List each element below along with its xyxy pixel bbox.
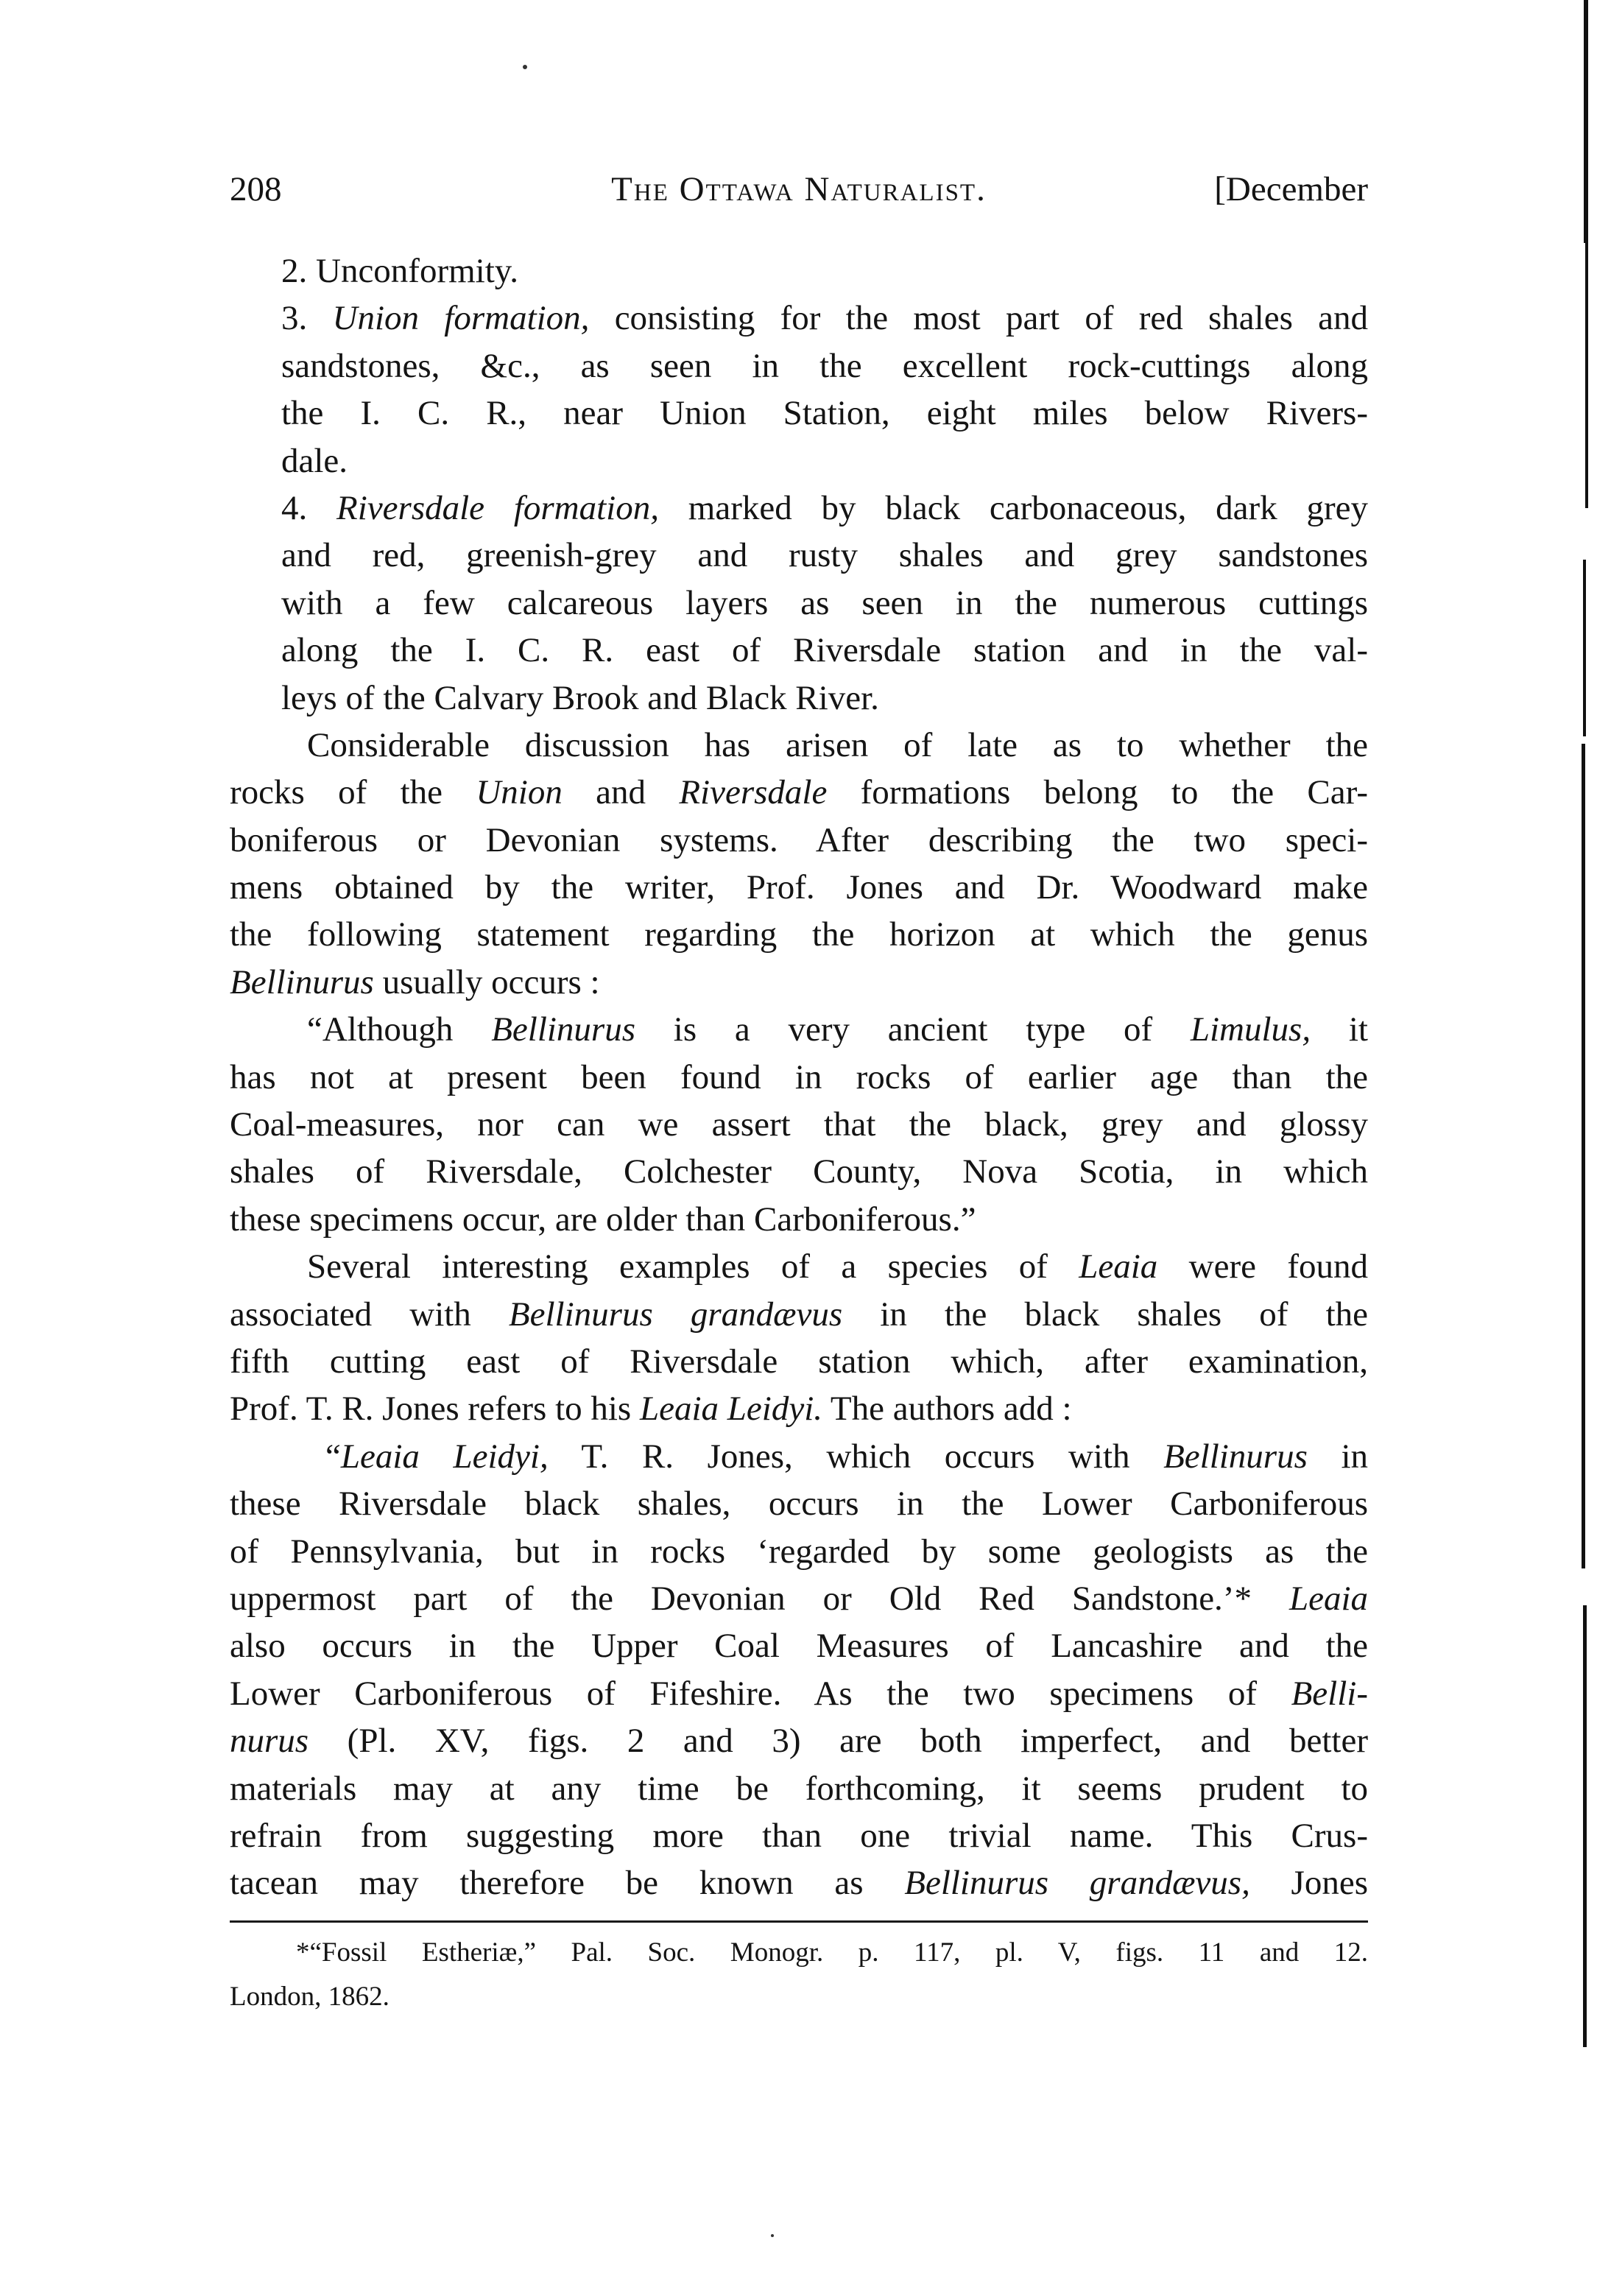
text-line: 3. Union formation, consisting for the most part of red shales and (281, 299, 1368, 338)
text-line: Considerable discussion has arisen of late as to whether the (307, 725, 1368, 764)
text-line: Coal-measures, nor can we assert that the black, grey and glossy (230, 1105, 1368, 1144)
text-line: Bellinurus usually occurs : (230, 962, 600, 1001)
text-line: 4. Riversdale formation, marked by black carbonaceous, dark grey (281, 488, 1368, 527)
text-line: and red, greenish-grey and rusty shales and grey sandstones (281, 536, 1368, 575)
text-line: of Pennsylvania, but in rocks ‘regarded by some geologists as the (230, 1532, 1368, 1571)
text-line: uppermost part of the Devonian or Old Red Sandstone.’* Leaia (230, 1579, 1368, 1618)
text-line: nurus (Pl. XV, figs. 2 and 3) are both imperfect, and better (230, 1722, 1368, 1761)
page-edge-shadow (1583, 1605, 1587, 2047)
text-line: Lower Carboniferous of Fifeshire. As the two specimens of Belli- (230, 1674, 1368, 1713)
footnote-line: *“Fossil Estheriæ,” Pal. Soc. Monogr. p. 117, pl. V, figs. 11 and 12. (296, 1937, 1368, 1968)
text-line: along the I. C. R. east of Riversdale station and in the val- (281, 631, 1368, 670)
text-line: rocks of the Union and Riversdale formations belong to the Car- (230, 773, 1368, 812)
text-line: “Although Bellinurus is a very ancient type of Limulus, it (307, 1010, 1368, 1049)
text-line: with a few calcareous layers as seen in the numerous cuttings (281, 583, 1368, 622)
scan-speck (771, 2234, 774, 2237)
text-line: mens obtained by the writer, Prof. Jones and Dr. Woodward make (230, 868, 1368, 907)
footnote (230, 1931, 1368, 2019)
footnote-rule (230, 1920, 1368, 1923)
text-line: the I. C. R., near Union Station, eight miles below Rivers- (281, 394, 1368, 433)
text-line: shales of Riversdale, Colchester County, Nova Scotia, in which (230, 1152, 1368, 1191)
text-line: has not at present been found in rocks of earlier age than the (230, 1057, 1368, 1096)
text-line: Several interesting examples of a species of Leaia were found (307, 1247, 1368, 1286)
text-line: also occurs in the Upper Coal Measures of Lancashire and the (230, 1627, 1368, 1666)
text-line: associated with Bellinurus grandævus in the black shales of the (230, 1295, 1368, 1334)
text-line: 2. Unconformity. (281, 252, 518, 290)
text-line: sandstones, &c., as seen in the excellent rock-cuttings along (281, 346, 1368, 385)
page-edge-shadow (1583, 560, 1586, 736)
page-edge-shadow (1584, 0, 1588, 243)
text-line: tacean may therefore be known as Bellinurus grandævus, Jones (230, 1864, 1368, 1903)
issue-month: [December (1214, 170, 1368, 208)
page-edge-shadow (1582, 744, 1585, 1568)
text-line: Prof. T. R. Jones refers to his Leaia Leidyi. The authors add : (230, 1390, 1072, 1429)
text-line: leys of the Calvary Brook and Black River. (281, 678, 879, 717)
text-line: the following statement regarding the horizon at which the genus (230, 915, 1368, 954)
text-line: these specimens occur, are older than Carboniferous.” (230, 1200, 976, 1239)
text-line: these Riversdale black shales, occurs in the Lower Carboniferous (230, 1485, 1368, 1524)
body-text (230, 247, 1368, 1907)
footnote-line: London, 1862. (230, 1982, 389, 2012)
text-line: “Leaia Leidyi, T. R. Jones, which occurs with Bellinurus in (325, 1437, 1368, 1476)
running-header (230, 163, 1368, 215)
text-line: fifth cutting east of Riversdale station which, after examination, (230, 1342, 1368, 1381)
text-line: dale. (281, 441, 348, 480)
page-number: 208 (230, 170, 282, 208)
text-line: refrain from suggesting more than one trivial name. This Crus- (230, 1816, 1368, 1855)
journal-title: The Ottawa Naturalist. (611, 170, 987, 208)
text-line: materials may at any time be forthcoming, it seems prudent to (230, 1769, 1368, 1808)
scan-speck (523, 65, 527, 69)
text-line: boniferous or Devonian systems. After describing the two speci- (230, 820, 1368, 859)
page-edge-shadow (1585, 243, 1588, 508)
